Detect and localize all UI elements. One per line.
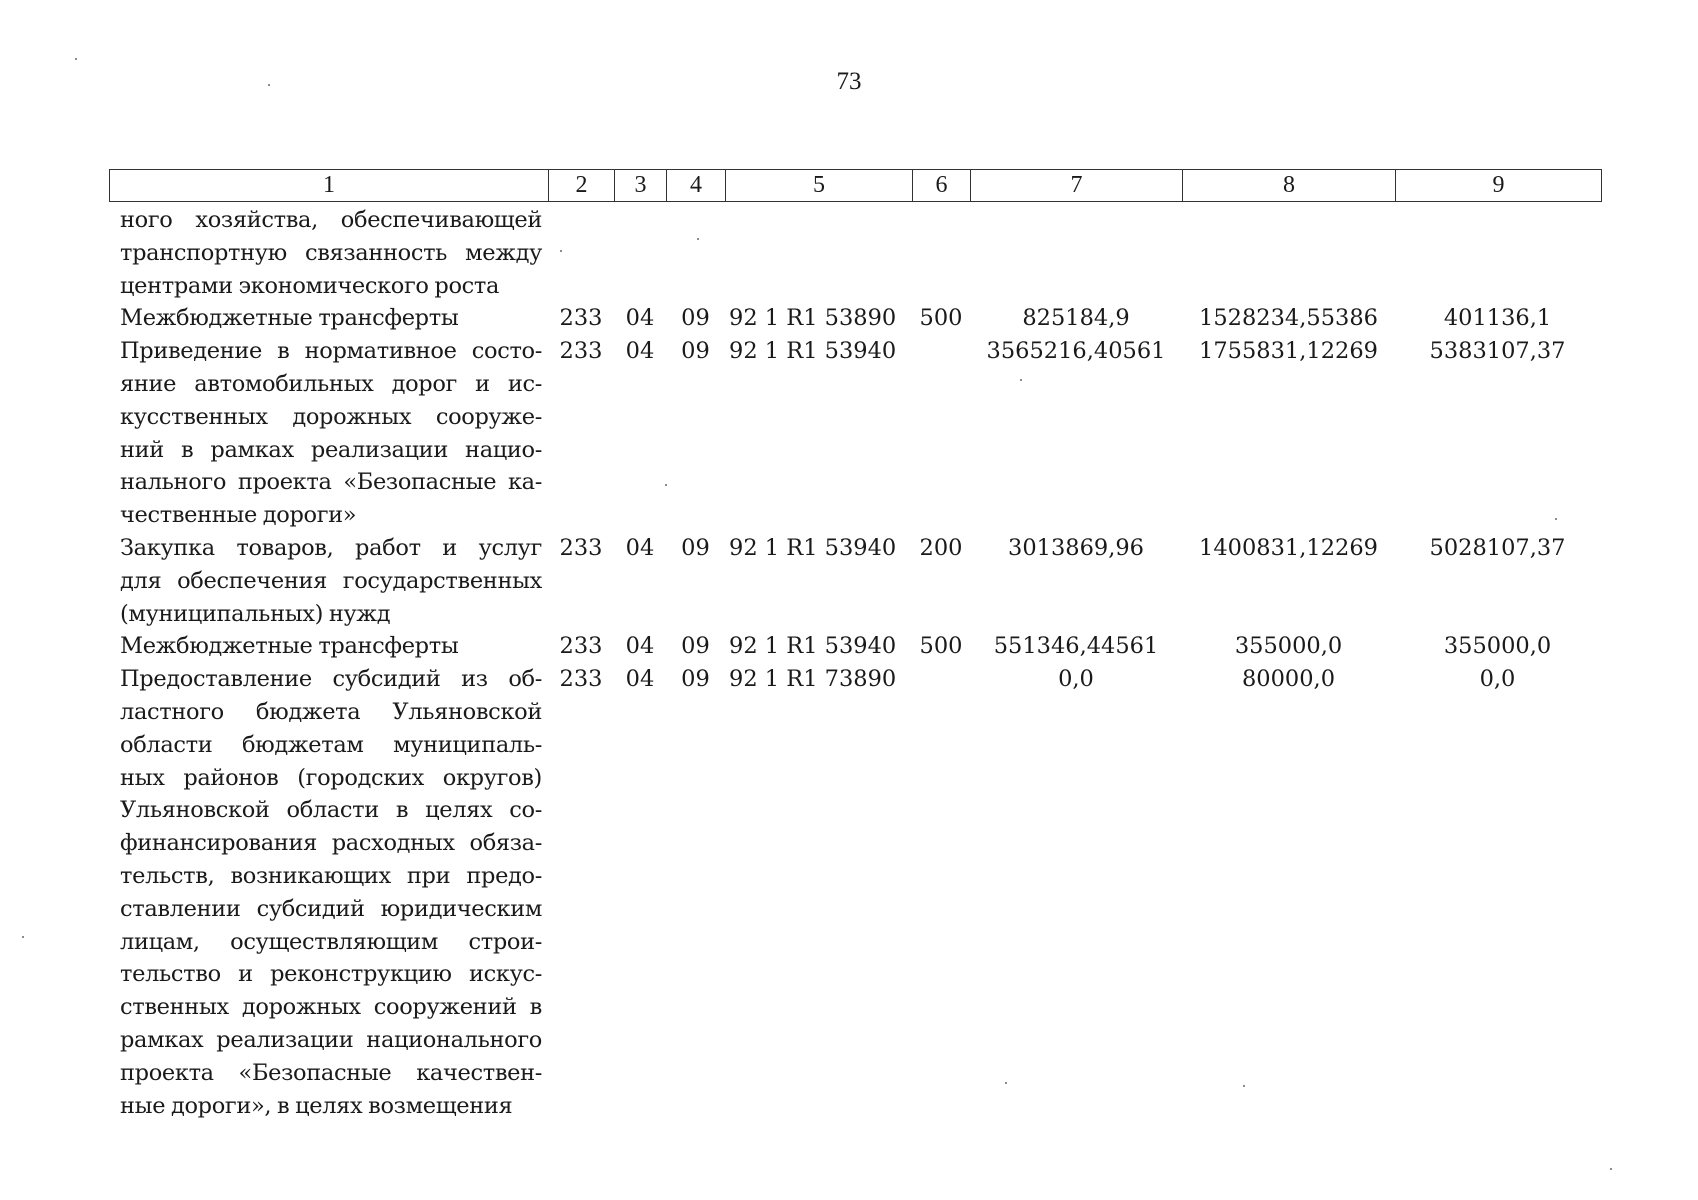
description-line: нального проекта «Безопасные ка-: [120, 469, 542, 496]
amount-year-2: 1528234,55386: [1199, 305, 1378, 332]
row-description: [120, 302, 548, 335]
amount-year-2: [1182, 204, 1395, 302]
description-line: тельств, возникающих при предо-: [120, 862, 542, 889]
description-line: чественные дороги»: [120, 502, 357, 529]
description-line: ных районов (городских округов): [120, 764, 542, 791]
section-code: 04: [625, 534, 655, 561]
description-line: транспортную связанность между: [120, 239, 542, 266]
expense-type-code: 500: [919, 633, 963, 660]
section-code: 04: [625, 338, 655, 365]
description-line: Межбюджетные трансферты: [120, 633, 459, 660]
ministry-code: 233: [559, 338, 603, 365]
description-line: Ульяновской области в целях со-: [120, 797, 542, 824]
ministry-code: 233: [559, 666, 603, 693]
subsection-code: 09: [681, 534, 710, 561]
description-line: ные дороги», в целях возмещения: [120, 1092, 513, 1119]
amount-year-3: [1395, 204, 1600, 302]
description-line: ственных дорожных сооружений в: [120, 994, 542, 1021]
description-line: финансирования расходных обяза-: [120, 830, 542, 857]
target-article-code: 92 1 R1 53940: [729, 534, 897, 561]
description-line: Межбюджетные трансферты: [120, 305, 459, 332]
row-description: [120, 630, 548, 663]
ministry-code: 233: [559, 633, 603, 660]
row-description: [120, 335, 548, 532]
column-header-4: 4: [667, 170, 726, 202]
amount-year-1: 3565216,40561: [986, 338, 1166, 365]
section-code: [614, 204, 666, 302]
description-line: ставлении субсидий юридическим: [120, 895, 542, 922]
amount-year-1: 0,0: [1058, 666, 1094, 693]
target-article-code: 92 1 R1 73890: [729, 666, 897, 693]
description-line: области бюджетам муниципаль-: [120, 731, 542, 758]
subsection-code: 09: [681, 633, 710, 660]
amount-year-1: 3013869,96: [1008, 534, 1144, 561]
amount-year-2: 80000,0: [1241, 666, 1336, 693]
page-number: 73: [836, 68, 862, 95]
table-row: [120, 335, 1600, 532]
column-header-table: [109, 169, 1602, 202]
amount-year-3: 5383107,37: [1429, 338, 1566, 365]
target-article-code: [725, 204, 912, 302]
amount-year-3: 401136,1: [1443, 305, 1552, 332]
description-line: лицам, осуществляющим строи-: [120, 928, 542, 955]
ministry-code: [548, 204, 614, 302]
table-row: [120, 302, 1600, 335]
amount-year-1: [970, 204, 1182, 302]
description-line: ластного бюджета Ульяновской: [120, 698, 542, 725]
column-header-7: 7: [971, 170, 1183, 202]
amount-year-2: 1400831,12269: [1199, 534, 1378, 561]
expense-type-code: [912, 204, 970, 302]
section-code: 04: [625, 666, 655, 693]
column-header-9: 9: [1396, 170, 1602, 202]
description-line: яние автомобильных дорог и ис-: [120, 370, 542, 397]
column-header-2: 2: [549, 170, 615, 202]
column-header-5: 5: [726, 170, 913, 202]
description-line: центрами экономического роста: [120, 272, 500, 299]
table-row: [120, 663, 1600, 1122]
column-header-1: 1: [110, 170, 549, 202]
description-line: ного хозяйства, обеспечивающей: [120, 207, 542, 233]
description-line: (муниципальных) нужд: [120, 600, 391, 627]
description-line: рамках реализации национального: [120, 1026, 542, 1053]
budget-table-body: [120, 204, 1600, 1122]
target-article-code: 92 1 R1 53890: [729, 305, 897, 332]
target-article-code: 92 1 R1 53940: [729, 338, 897, 365]
row-description: [120, 532, 548, 630]
section-code: 04: [625, 633, 655, 660]
amount-year-2: 355000,0: [1234, 633, 1343, 660]
description-line: Приведение в нормативное состо-: [120, 338, 542, 365]
column-header-6: 6: [913, 170, 971, 202]
subsection-code: 09: [681, 666, 710, 693]
target-article-code: 92 1 R1 53940: [729, 633, 897, 660]
expense-type-code: [912, 663, 970, 1122]
section-code: 04: [625, 305, 655, 332]
description-line: Предоставление субсидий из об-: [120, 666, 542, 693]
description-line: проекта «Безопасные качествен-: [120, 1059, 542, 1086]
amount-year-2: 1755831,12269: [1199, 338, 1378, 365]
subsection-code: [666, 204, 725, 302]
table-row: [120, 204, 1600, 302]
table-row: [120, 630, 1600, 663]
description-line: ний в рамках реализации нацио-: [120, 436, 542, 463]
row-description: [120, 204, 548, 302]
amount-year-1: 551346,44561: [993, 633, 1159, 660]
description-line: кусственных дорожных сооруже-: [120, 403, 542, 430]
amount-year-3: 0,0: [1479, 666, 1516, 693]
amount-year-3: 5028107,37: [1429, 534, 1566, 561]
ministry-code: 233: [559, 534, 603, 561]
description-line: тельство и реконструкцию искус-: [120, 961, 542, 988]
expense-type-code: 500: [919, 305, 963, 332]
subsection-code: 09: [681, 305, 710, 332]
ministry-code: 233: [559, 305, 603, 332]
subsection-code: 09: [681, 338, 710, 365]
description-line: для обеспечения государственных: [120, 567, 542, 594]
row-description: [120, 663, 548, 1122]
column-header-8: 8: [1183, 170, 1396, 202]
expense-type-code: [912, 335, 970, 532]
amount-year-1: 825184,9: [1022, 305, 1130, 332]
column-header-3: 3: [615, 170, 667, 202]
amount-year-3: 355000,0: [1443, 633, 1552, 660]
description-line: Закупка товаров, работ и услуг: [120, 534, 542, 561]
table-row: [120, 532, 1600, 630]
expense-type-code: 200: [919, 534, 963, 561]
